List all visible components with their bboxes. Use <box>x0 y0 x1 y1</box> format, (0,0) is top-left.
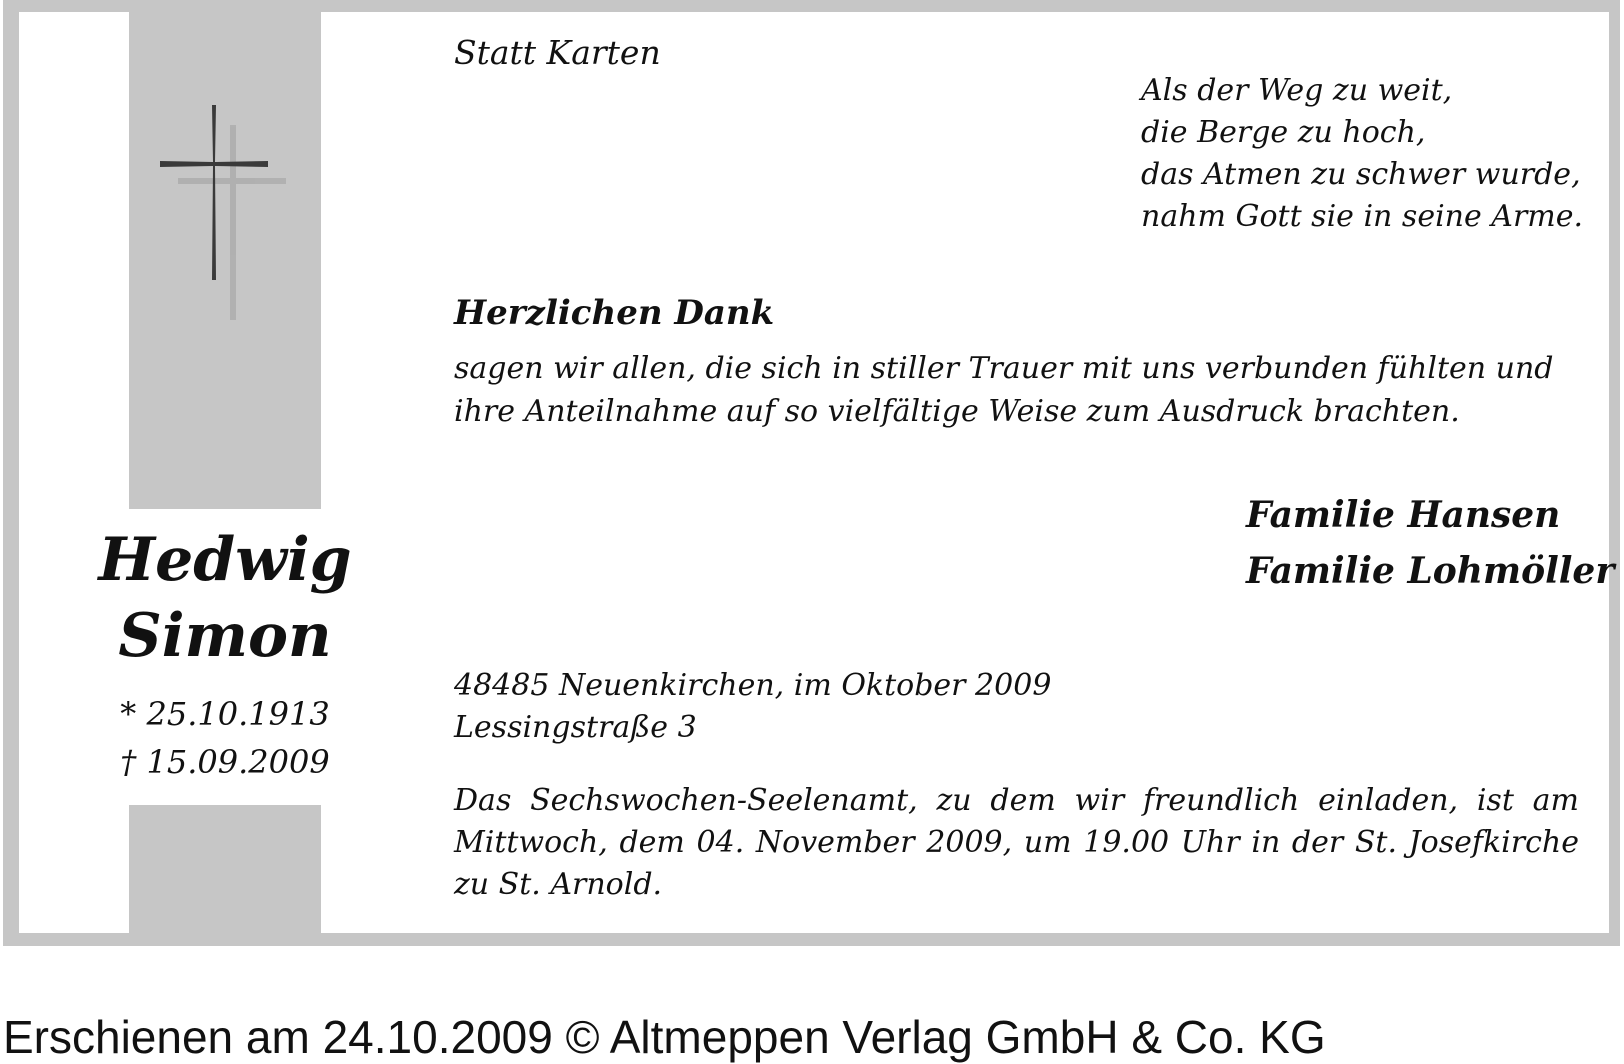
death-date: † 15.09.2009 <box>120 743 330 781</box>
birth-date: * 25.10.1913 <box>120 695 330 733</box>
deceased-first-name: Hedwig <box>98 525 352 595</box>
poem-line: Als der Weg zu weit, <box>1141 73 1453 108</box>
cross-icon <box>160 105 300 320</box>
family-signature: Familie Lohmöller <box>1246 550 1615 592</box>
place-date: 48485 Neuenkirchen, im Oktober 2009 <box>454 668 1052 703</box>
thanks-heading: Herzlichen Dank <box>454 293 775 333</box>
intro-text: Statt Karten <box>454 33 661 72</box>
publication-footer: Erschienen am 24.10.2009 © Altmeppen Verlag GmbH & Co. KG <box>3 1011 1326 1063</box>
poem-line: das Atmen zu schwer wurde, <box>1141 157 1581 192</box>
side-band-bottom <box>129 805 321 946</box>
family-signature: Familie Hansen <box>1246 494 1561 536</box>
thanks-line: sagen wir allen, die sich in stiller Trauer mit uns verbunden fühlten und <box>454 351 1554 386</box>
poem-line: nahm Gott sie in seine Arme. <box>1141 199 1584 234</box>
poem-line: die Berge zu hoch, <box>1141 115 1426 150</box>
address: Lessingstraße 3 <box>454 710 697 745</box>
thanks-line: ihre Anteilnahme auf so vielfältige Weise zum Ausdruck brachten. <box>454 394 1460 429</box>
deceased-last-name: Simon <box>118 601 332 671</box>
service-announcement: Das Sechswochen-Seelenamt, zu dem wir freundlich einladen, ist am Mittwoch, dem 04. November 2009, um 19.00 Uhr in der St. Josefkirche zu St. Arnold. <box>454 783 1579 902</box>
